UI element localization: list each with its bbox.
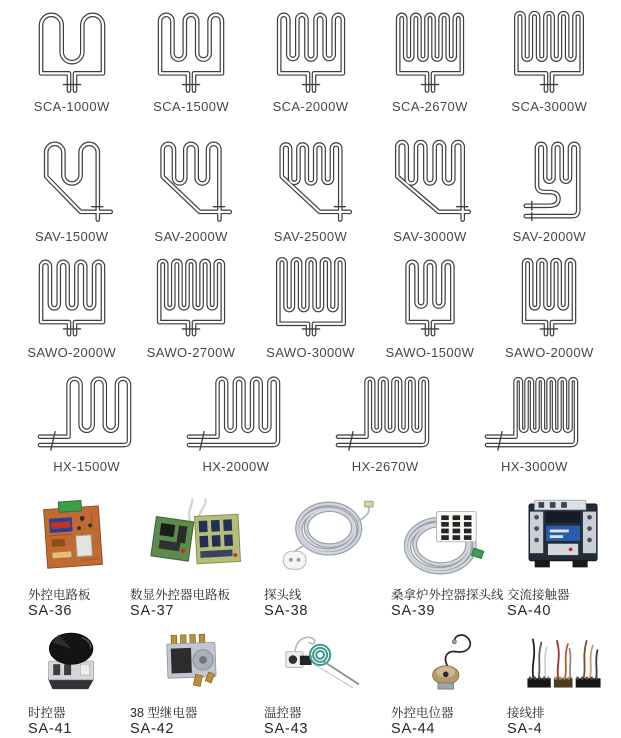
potentiometer-photo xyxy=(402,630,488,700)
part-item xyxy=(256,496,383,628)
heater-model-label: SAV-2000W xyxy=(512,229,587,244)
part-item xyxy=(383,630,499,738)
part-code-label: SA-37 xyxy=(130,603,175,619)
heater-item xyxy=(12,364,161,474)
heating-element-diagonal-4-loop xyxy=(268,134,354,226)
controller-probe-cable-photo xyxy=(393,496,497,582)
heater-row-hx xyxy=(0,364,621,474)
heater-model-label: SAWO-3000W xyxy=(266,345,355,360)
heating-element-5-loop xyxy=(387,6,473,96)
part-code-label: SA-38 xyxy=(264,603,309,619)
heater-item xyxy=(251,246,370,360)
heater-item xyxy=(251,2,370,114)
ac-contactor-photo xyxy=(512,496,616,582)
part-name-label: 桑拿炉外控器探头线 xyxy=(391,588,504,602)
heater-item xyxy=(490,246,609,360)
heater-model-label: HX-3000W xyxy=(500,459,568,474)
heater-item xyxy=(311,364,460,474)
heater-model-label: HX-2000W xyxy=(202,459,270,474)
part-code-label: SA-41 xyxy=(28,721,73,737)
circuit-board-photo xyxy=(23,496,127,582)
circuit-board-pair-photo xyxy=(141,496,245,582)
part-code-label: SA-39 xyxy=(391,603,436,619)
part-item xyxy=(122,630,256,738)
heating-element-5-loop xyxy=(148,254,234,342)
heating-element-5-loop xyxy=(268,254,354,342)
heater-item xyxy=(131,246,250,360)
part-name-label: 交流接触器 xyxy=(507,588,570,602)
heater-model-label: SCA-3000W xyxy=(511,99,588,114)
heater-model-label: HX-2670W xyxy=(351,459,419,474)
part-code-label: SA-44 xyxy=(391,721,436,737)
heating-element-4-loop xyxy=(268,6,354,96)
heater-model-label: SCA-2670W xyxy=(391,99,468,114)
part-name-label: 外控电路板 xyxy=(28,588,91,602)
heating-element-4-loop xyxy=(506,254,592,342)
part-item xyxy=(122,496,256,628)
heater-model-label: SAWO-2000W xyxy=(27,345,117,360)
part-code-label: SA-4 xyxy=(507,721,543,737)
terminal-strip-photo xyxy=(521,630,607,700)
relay-photo xyxy=(150,630,236,700)
heating-element-3-loop xyxy=(387,254,473,342)
heating-element-hook-3-loop xyxy=(506,134,592,226)
part-name-label: 探头线 xyxy=(264,588,302,602)
heating-element-diagonal-3-loop xyxy=(148,134,234,226)
part-item xyxy=(499,496,621,628)
heater-item xyxy=(131,2,250,114)
heater-model-label: SAWO-2700W xyxy=(146,345,236,360)
heater-model-label: SCA-1500W xyxy=(153,99,230,114)
heater-row-sav xyxy=(0,118,621,244)
heating-element-4-loop xyxy=(29,254,115,342)
part-name-label: 数显外控器电路板 xyxy=(130,588,231,602)
time-controller-photo xyxy=(32,630,118,700)
heater-row-sca xyxy=(0,2,621,114)
heater-model-label: SAV-1500W xyxy=(34,229,109,244)
heater-item xyxy=(161,364,310,474)
heater-item xyxy=(490,118,609,244)
heater-item xyxy=(370,118,489,244)
part-item xyxy=(20,496,122,628)
heater-model-label: SCA-1000W xyxy=(33,99,110,114)
part-code-label: SA-43 xyxy=(264,721,309,737)
parts-row-1 xyxy=(0,496,621,628)
parts-row-2 xyxy=(0,630,621,738)
heating-element-3-loop xyxy=(148,6,234,96)
thermostat-photo xyxy=(281,630,367,700)
part-name-label: 38 型继电器 xyxy=(130,706,198,720)
part-name-label: 外控电位器 xyxy=(391,706,454,720)
heating-element-side-feed-6-loop xyxy=(479,372,589,456)
heater-model-label: SAV-2000W xyxy=(154,229,228,244)
heater-item xyxy=(251,118,370,244)
part-code-label: SA-40 xyxy=(507,603,552,619)
heater-model-label: SAWO-2000W xyxy=(504,345,594,360)
heater-item xyxy=(370,2,489,114)
heater-row-sawo xyxy=(0,246,621,360)
heater-model-label: HX-1500W xyxy=(53,459,121,474)
heater-item xyxy=(12,118,131,244)
heater-model-label: SAWO-1500W xyxy=(385,345,475,360)
part-item xyxy=(383,496,504,628)
heating-element-2-loop xyxy=(29,6,115,96)
probe-cable-photo xyxy=(272,496,376,582)
heating-element-side-feed-3-loop xyxy=(32,372,142,456)
heater-item xyxy=(490,2,609,114)
heater-item xyxy=(460,364,609,474)
heater-model-label: SAV-2500W xyxy=(273,229,348,244)
heater-item xyxy=(12,246,131,360)
part-item xyxy=(499,630,621,738)
heater-item xyxy=(370,246,489,360)
heating-element-5-loop xyxy=(506,6,592,96)
part-item xyxy=(20,630,122,738)
heating-element-diagonal-2-loop xyxy=(29,134,115,226)
heating-element-side-feed-5-loop xyxy=(330,372,440,456)
heater-model-label: SAV-3000W xyxy=(393,229,467,244)
heater-item xyxy=(12,2,131,114)
heating-element-diagonal-4-loop xyxy=(387,134,473,226)
part-code-label: SA-42 xyxy=(130,721,175,737)
heater-item xyxy=(131,118,250,244)
heater-model-label: SCA-2000W xyxy=(272,99,349,114)
part-name-label: 时控器 xyxy=(28,706,66,720)
part-name-label: 温控器 xyxy=(264,706,302,720)
heating-element-side-feed-4-loop xyxy=(181,372,291,456)
part-item xyxy=(256,630,383,738)
part-code-label: SA-36 xyxy=(28,603,73,619)
part-name-label: 接线排 xyxy=(507,706,545,720)
